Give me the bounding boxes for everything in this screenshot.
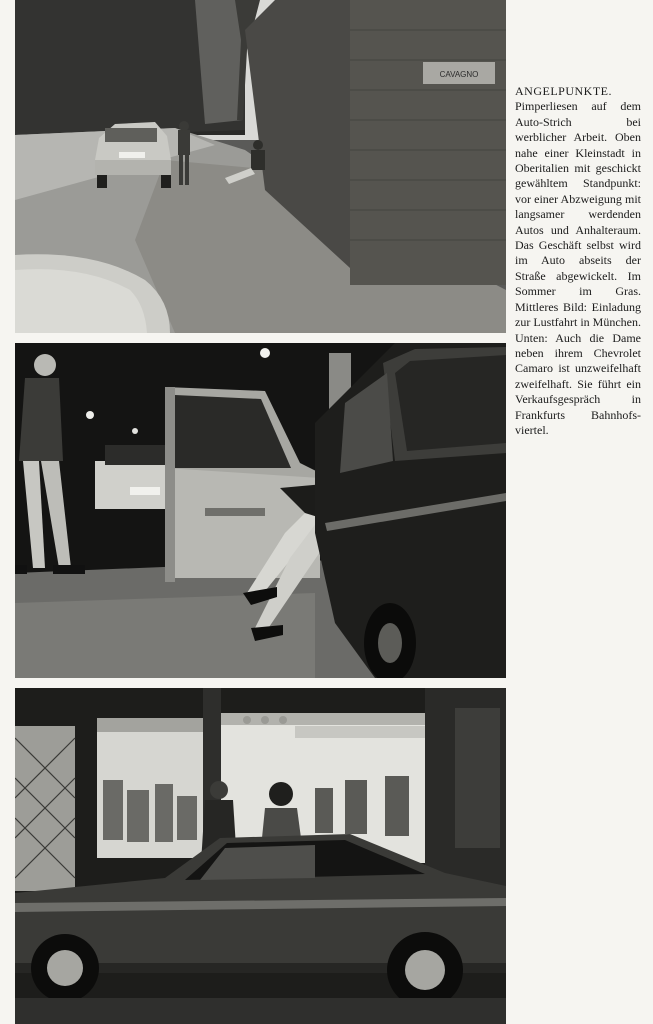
photo-night-street	[15, 343, 506, 678]
caption-body: Pimperliesen auf dem Auto-Strich bei werblicher Arbeit. Oben nahe einer Kleinstadt in Oberitalien mit geschickt gewähltem Standpunkt: vor einer Abzweigung mit langsamer werdenden Autos und Anhalteraum. Das Geschäft selbst wird im Auto abseits der Straße abgewickelt. Im Sommer im Gras. Mittleres Bild: Einladung zur Lustfahrt in München. Unten: Auch die Dame neben ihrem Chevrolet Camaro ist unzweifelhaft zweifelhaft. Sie führt ein Verkaufsgespräch in Frankfurts Bahnhofsviertel.	[515, 99, 641, 437]
photo-caption	[515, 84, 641, 438]
background-car	[95, 445, 175, 509]
shop-camaro-scene	[15, 688, 506, 1024]
caption-lead: ANGELPUNKTE.	[515, 84, 612, 98]
photo-country-road	[15, 0, 506, 333]
wall-sign-text: CAVAGNO	[439, 70, 479, 79]
photo-shop-camaro	[15, 688, 506, 1024]
country-road-scene	[15, 0, 506, 333]
night-street-scene	[15, 343, 506, 678]
